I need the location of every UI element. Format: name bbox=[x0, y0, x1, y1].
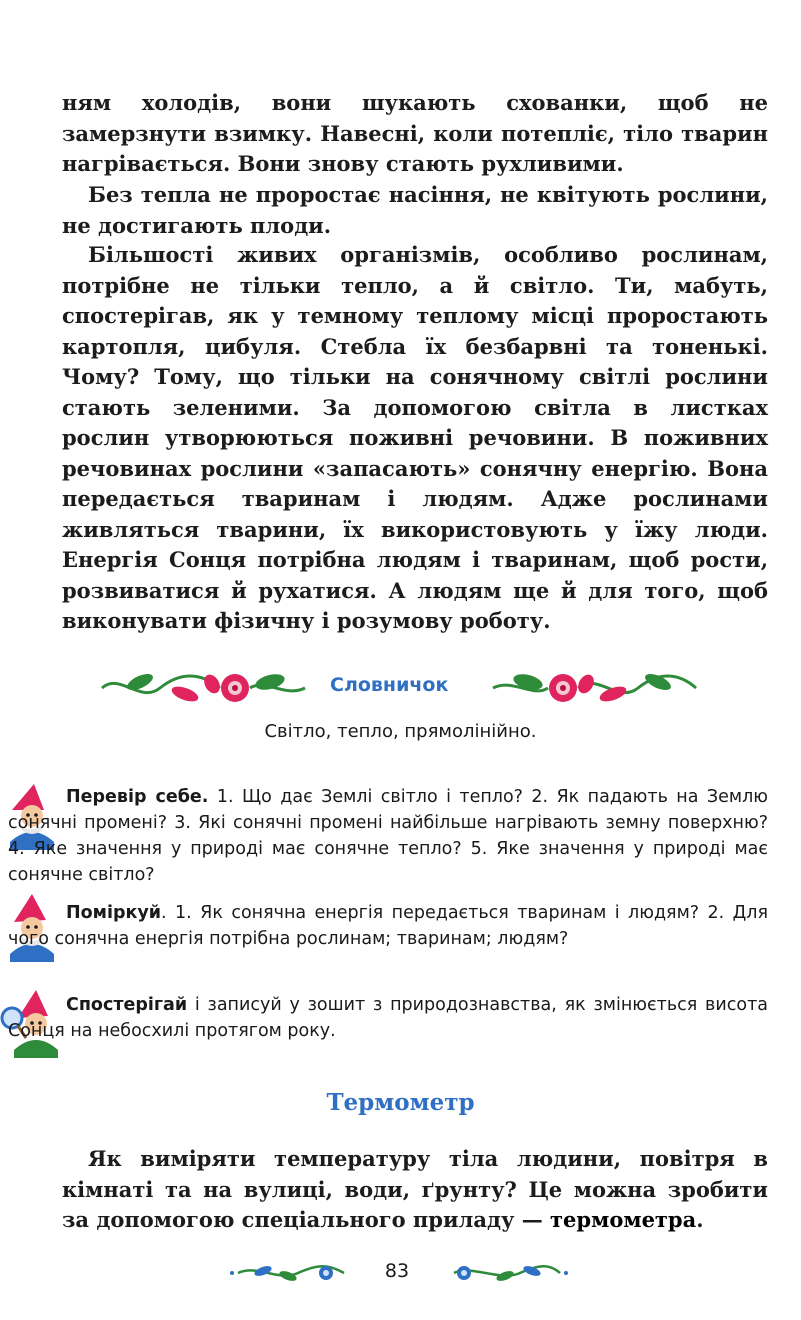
floral-ornament-footer-left-icon bbox=[228, 1262, 348, 1284]
section-text-end: . bbox=[696, 1207, 704, 1232]
task-text: 1. Що дає Землі світло і тепло? 2. Як падають на Землю сонячні промені? 3. Які сонячні промені найбільше нагрівають земну поверхню? 4. Яке значення у природі має сонячне тепло? 5. Яке значення у природі має сонячне світло? bbox=[8, 787, 768, 885]
vocabulary-title: Словничок bbox=[330, 674, 449, 696]
section-paragraph bbox=[62, 1144, 768, 1236]
section-text: Як виміряти температуру тіла людини, повітря в кімнаті та на вулиці, води, ґрунту? Це можна зробити за допомогою спеціального приладу — bbox=[62, 1146, 768, 1232]
floral-ornament-right-icon bbox=[488, 668, 698, 708]
task-check-yourself bbox=[8, 784, 768, 888]
task-text: і записуй у зошит з природознавства, як змінюється висота Сонця на небосхилі протягом року. bbox=[8, 995, 768, 1041]
paragraph-1: ням холодів, вони шукають схованки, щоб не замерзнути взимку. Навесні, коли потепліє, тіло тварин нагрівається. Вони знову стають рухливими. bbox=[62, 90, 768, 176]
task-lead: Поміркуй bbox=[66, 903, 162, 923]
vocabulary-words: Світло, тепло, прямолінійно. bbox=[264, 721, 537, 742]
vocabulary-header bbox=[0, 664, 801, 712]
task-lead: Перевір себе. bbox=[66, 787, 209, 807]
floral-ornament-left-icon bbox=[100, 668, 310, 708]
floral-ornament-footer-right-icon bbox=[450, 1262, 570, 1284]
page-number: 83 bbox=[384, 1260, 410, 1282]
page-footer bbox=[0, 1252, 801, 1292]
task-think bbox=[8, 900, 768, 952]
task-text: . 1. Як сонячна енергія передається тваринам і людям? 2. Для чого сонячна енергія потрібна рослинам; тваринам; людям? bbox=[8, 903, 768, 949]
section-term: термометра bbox=[550, 1207, 697, 1232]
paragraph-3: Більшості живих організмів, особливо рослинам, потрібне не тільки тепло, а й світло. Ти, мабуть, спостерігав, як у темному теплому місці проростають картопля, цибуля. Стебла їх безбарвні та тоненькі. Чому? Тому, що тільки на сонячному світлі рослини стають зеленими. За допомогою світла в листках рослин утворюються поживні речовини. В поживних речовинах рослини «запасають» сонячну енергію. Вона передається тваринам і людям. Адже рослинами живляться тварини, їх використовують у їжу люди. Енергія Сонця потрібна людям і тваринам, щоб рости, розвиватися й рухатися. А людям ще й для того, щоб виконувати фізичну і розумову роботу. bbox=[62, 242, 768, 633]
task-lead: Спостерігай bbox=[66, 995, 188, 1015]
paragraph-2: Без тепла не проростає насіння, не квітують рослини, не достигають плоди. bbox=[62, 182, 768, 238]
task-observe bbox=[8, 992, 768, 1044]
section-title: Термометр bbox=[326, 1089, 475, 1116]
